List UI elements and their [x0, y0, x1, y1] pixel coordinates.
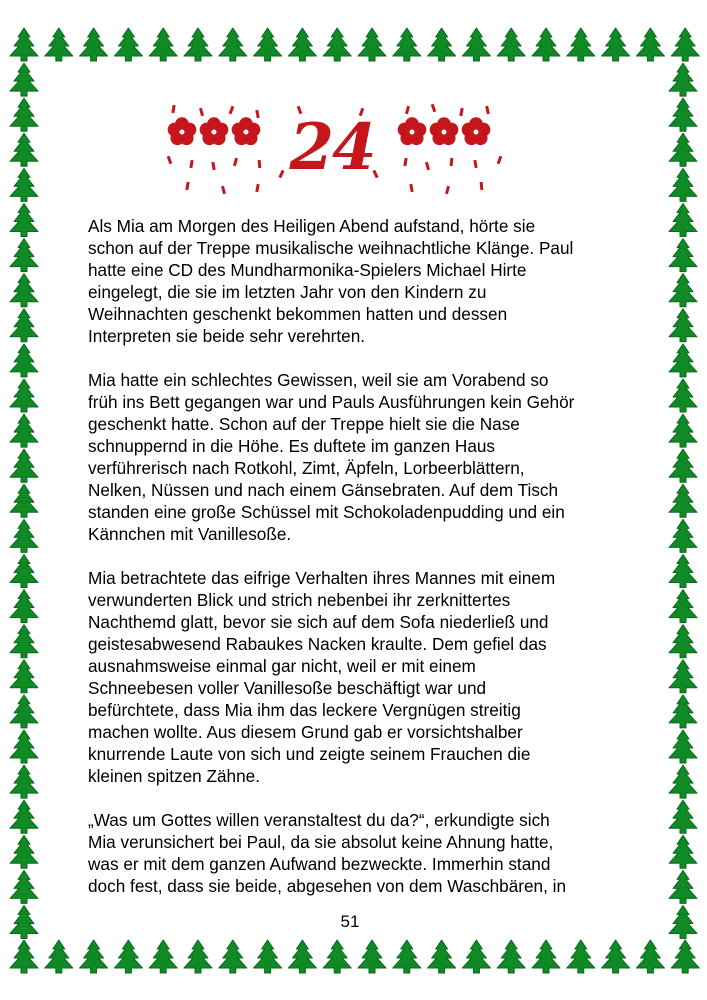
text-line: geistesabwesend Rabaukes Nacken kraulte. Dem gefiel das: [88, 634, 547, 654]
text-line: Nelken, Nüssen und nach einem Gänsebraten. Auf dem Tisch: [88, 480, 559, 500]
confetti-mark: [221, 186, 226, 195]
christmas-tree-icon: [358, 28, 386, 61]
christmas-tree-icon: [532, 940, 560, 973]
christmas-tree-icon: [323, 940, 351, 973]
christmas-tree-icon: [602, 940, 630, 973]
confetti-mark: [445, 186, 450, 195]
christmas-tree-icon: [669, 274, 697, 307]
text-line: Schneebesen voller Vanillesoße beschäftigt war und: [88, 678, 487, 698]
confetti-mark: [171, 105, 175, 113]
christmas-tree-icon: [10, 344, 38, 377]
christmas-tree-icon: [567, 28, 595, 61]
confetti-mark: [211, 162, 215, 170]
paragraph: [88, 567, 628, 787]
christmas-tree-icon: [671, 28, 699, 61]
text-line: früh ins Bett gegangen war und Pauls Ausführungen kein Gehör: [88, 392, 575, 412]
red-flower-icon: [232, 117, 261, 145]
text-line: Mia betrachtete das eifrige Verhalten ihres Mannes mit einem: [88, 568, 556, 588]
christmas-tree-icon: [636, 940, 664, 973]
christmas-tree-icon: [10, 379, 38, 412]
christmas-tree-icon: [636, 28, 664, 61]
christmas-tree-icon: [149, 28, 177, 61]
christmas-tree-icon: [669, 98, 697, 131]
christmas-tree-icon: [669, 695, 697, 728]
christmas-tree-icon: [149, 940, 177, 973]
confetti-mark: [480, 182, 484, 190]
text-line: Interpreten sie beide sehr verehrten.: [88, 326, 366, 346]
confetti-mark: [167, 156, 173, 165]
christmas-tree-icon: [10, 28, 38, 61]
christmas-tree-icon: [497, 28, 525, 61]
christmas-tree-icon: [10, 906, 38, 939]
confetti-mark: [255, 110, 259, 118]
christmas-tree-icon: [669, 625, 697, 658]
confetti-mark: [473, 160, 477, 168]
text-line: „Was um Gottes willen veranstaltest du da?“, erkundigte sich: [88, 810, 550, 830]
confetti-mark: [425, 162, 430, 171]
confetti-mark: [403, 158, 407, 166]
christmas-tree-icon: [10, 133, 38, 166]
text-line: standen eine große Schüssel mit Schokoladenpudding und ein: [88, 502, 565, 522]
christmas-tree-icon: [184, 940, 212, 973]
red-flower-icon: [168, 117, 197, 145]
confetti-mark: [497, 156, 503, 165]
christmas-tree-icon: [669, 344, 697, 377]
christmas-tree-icon: [393, 28, 421, 61]
christmas-tree-icon: [669, 835, 697, 868]
text-line: ausnahmsweise einmal gar nicht, weil er mit einem: [88, 656, 476, 676]
story-text: [88, 215, 628, 919]
christmas-tree-icon: [669, 906, 697, 939]
confetti-mark: [185, 182, 189, 190]
christmas-tree-icon: [10, 590, 38, 623]
christmas-tree-icon: [10, 484, 38, 517]
confetti-mark: [189, 160, 193, 168]
christmas-tree-icon: [532, 28, 560, 61]
text-line: kleinen spitzen Zähne.: [88, 766, 260, 786]
christmas-tree-icon: [669, 484, 697, 517]
confetti-mark: [255, 184, 259, 192]
confetti-mark: [485, 106, 490, 114]
confetti-mark: [199, 108, 204, 117]
confetti-mark: [233, 158, 238, 167]
christmas-tree-icon: [669, 133, 697, 166]
christmas-tree-icon: [602, 28, 630, 61]
christmas-tree-icon: [669, 63, 697, 96]
christmas-tree-icon: [669, 660, 697, 693]
christmas-tree-icon: [669, 239, 697, 272]
christmas-tree-icon: [669, 204, 697, 237]
christmas-tree-icon: [254, 28, 282, 61]
confetti-mark: [431, 104, 437, 113]
christmas-tree-icon: [669, 590, 697, 623]
page-number: 51: [340, 912, 360, 931]
christmas-tree-icon: [80, 940, 108, 973]
christmas-tree-icon: [10, 414, 38, 447]
text-line: eingelegt, die sie im letzten Jahr von den Kindern zu: [88, 282, 487, 302]
christmas-tree-icon: [497, 940, 525, 973]
red-flower-icon: [398, 117, 427, 145]
christmas-tree-icon: [288, 28, 316, 61]
christmas-tree-icon: [184, 28, 212, 61]
christmas-tree-icon: [428, 28, 456, 61]
christmas-tree-icon: [10, 835, 38, 868]
text-line: befürchtete, dass Mia ihm das leckere Vergnügen streitig: [88, 700, 521, 720]
christmas-tree-icon: [669, 449, 697, 482]
christmas-tree-icon: [669, 519, 697, 552]
christmas-tree-icon: [323, 28, 351, 61]
red-flower-icon: [462, 117, 491, 145]
red-flower-icon: [200, 117, 229, 145]
text-line: machen wollte. Aus diesem Grund gab er vorsichtshalber: [88, 722, 523, 742]
text-line: Mia hatte ein schlechtes Gewissen, weil sie am Vorabend so: [88, 370, 549, 390]
christmas-tree-icon: [10, 63, 38, 96]
christmas-tree-icon: [114, 940, 142, 973]
text-line: was er mit dem ganzen Aufwand bezweckte. Immerhin stand: [88, 854, 551, 874]
christmas-tree-icon: [45, 940, 73, 973]
confetti-mark: [409, 184, 413, 192]
confetti-mark: [258, 160, 262, 168]
christmas-tree-icon: [219, 940, 247, 973]
text-line: verwunderten Blick und strich nebenbei ihr zerknittertes: [88, 590, 511, 610]
paragraph: [88, 215, 628, 347]
christmas-tree-icon: [219, 28, 247, 61]
christmas-tree-icon: [669, 765, 697, 798]
christmas-tree-icon: [80, 28, 108, 61]
christmas-tree-icon: [462, 940, 490, 973]
christmas-tree-icon: [254, 940, 282, 973]
christmas-tree-icon: [669, 800, 697, 833]
christmas-tree-icon: [10, 98, 38, 131]
text-line: geschenkt hatte. Schon auf der Treppe hielt sie die Nase: [88, 414, 520, 434]
christmas-tree-icon: [358, 940, 386, 973]
text-line: doch fest, dass sie beide, abgesehen von dem Waschbären, in: [88, 876, 567, 896]
christmas-tree-icon: [10, 449, 38, 482]
text-line: schnuppernd in die Höhe. Es duftete im ganzen Haus: [88, 436, 496, 456]
christmas-tree-icon: [45, 28, 73, 61]
christmas-tree-icon: [669, 414, 697, 447]
paragraph: [88, 809, 628, 897]
christmas-tree-icon: [10, 765, 38, 798]
christmas-tree-icon: [10, 625, 38, 658]
day-number: 24: [289, 110, 375, 185]
christmas-tree-icon: [669, 309, 697, 342]
text-line: schon auf der Treppe musikalische weihnachtliche Klänge. Paul: [88, 238, 574, 258]
christmas-tree-icon: [671, 940, 699, 973]
red-flower-icon: [430, 117, 459, 145]
text-line: Nachthemd glatt, bevor sie sich auf dem Sofa niederließ und: [88, 612, 549, 632]
christmas-tree-icon: [10, 519, 38, 552]
paragraph: [88, 369, 628, 545]
christmas-tree-icon: [10, 660, 38, 693]
text-line: hatte eine CD des Mundharmonika-Spielers Michael Hirte: [88, 260, 527, 280]
text-line: Kännchen mit Vanillesoße.: [88, 524, 292, 544]
christmas-tree-icon: [114, 28, 142, 61]
christmas-tree-icon: [669, 555, 697, 588]
christmas-tree-icon: [393, 940, 421, 973]
confetti-mark: [229, 106, 235, 115]
christmas-tree-icon: [288, 940, 316, 973]
christmas-tree-icon: [10, 940, 38, 973]
text-line: Weihnachten geschenkt bekommen hatten und dessen: [88, 304, 508, 324]
christmas-tree-icon: [669, 870, 697, 903]
christmas-tree-icon: [10, 695, 38, 728]
text-line: verführerisch nach Rotkohl, Zimt, Äpfeln, Lorbeerblättern,: [88, 458, 525, 478]
christmas-tree-icon: [10, 800, 38, 833]
christmas-tree-icon: [10, 309, 38, 342]
christmas-tree-icon: [10, 870, 38, 903]
christmas-tree-icon: [10, 730, 38, 763]
christmas-tree-icon: [10, 274, 38, 307]
confetti-mark: [405, 106, 410, 115]
christmas-tree-icon: [669, 168, 697, 201]
christmas-tree-icon: [669, 379, 697, 412]
christmas-tree-icon: [10, 168, 38, 201]
christmas-tree-icon: [10, 204, 38, 237]
christmas-tree-icon: [10, 555, 38, 588]
text-line: Mia verunsichert bei Paul, da sie absolut keine Ahnung hatte,: [88, 832, 554, 852]
confetti-mark: [459, 108, 463, 116]
text-line: Als Mia am Morgen des Heiligen Abend aufstand, hörte sie: [88, 216, 536, 236]
christmas-tree-icon: [428, 940, 456, 973]
christmas-tree-icon: [669, 730, 697, 763]
christmas-tree-icon: [567, 940, 595, 973]
confetti-mark: [450, 158, 454, 166]
text-line: knurrende Laute von sich und zeigte seinem Frauchen die: [88, 744, 531, 764]
christmas-tree-icon: [10, 239, 38, 272]
christmas-tree-icon: [462, 28, 490, 61]
